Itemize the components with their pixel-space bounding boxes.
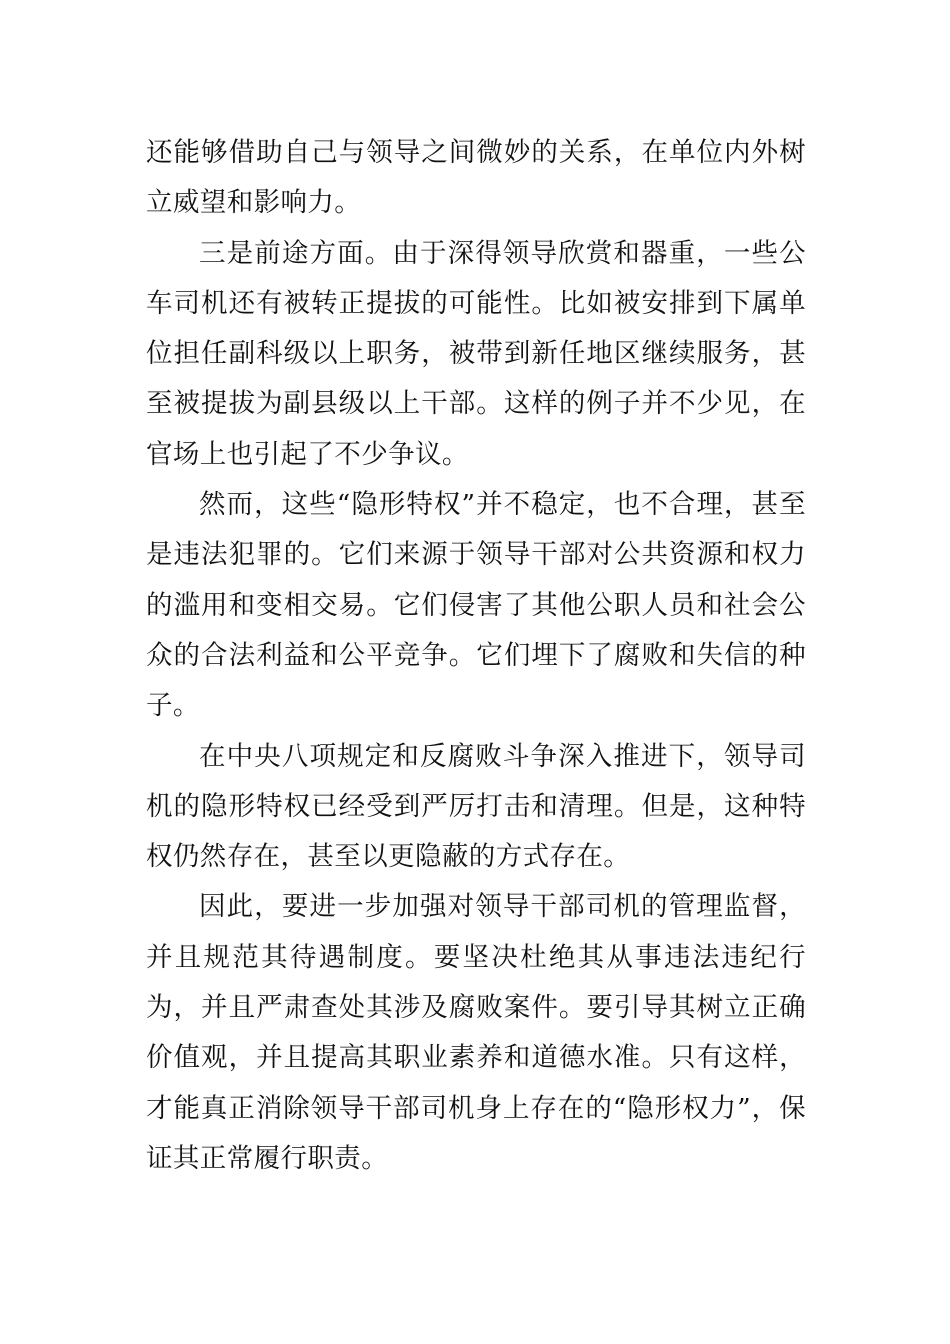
- paragraph-continuation: 还能够借助自己与领导之间微妙的关系，在单位内外树立威望和影响力。: [146, 137, 806, 219]
- paragraph-conclusion: 因此，要进一步加强对领导干部司机的管理监督，并且规范其待遇制度。要坚决杜绝其从事违法违纪行为，并且严肃查处其涉及腐败案件。要引导其树立正确价值观，并且提高其职业素养和道德水准。只有这样，才能真正消除领导干部司机身上存在的“隐形权力”，保证其正常履行职责。: [146, 891, 806, 1174]
- paragraph-eight-rules: 在中央八项规定和反腐败斗争深入推进下，领导司机的隐形特权已经受到严厉打击和清理。但是，这种特权仍然存在，甚至以更隐蔽的方式存在。: [146, 740, 806, 873]
- paragraph-however: 然而，这些“隐形特权”并不稳定，也不合理，甚至是违法犯罪的。它们来源于领导干部对公共资源和权力的滥用和变相交易。它们侵害了其他公职人员和社会公众的合法利益和公平竞争。它们埋下了腐败和失信的种子。: [146, 489, 806, 722]
- document-body: [146, 128, 806, 1184]
- paragraph-prospects: 三是前途方面。由于深得领导欣赏和器重，一些公车司机还有被转正提拔的可能性。比如被安排到下属单位担任副科级以上职务，被带到新任地区继续服务，甚至被提拔为副县级以上干部。这样的例子并不少见，在官场上也引起了不少争议。: [146, 237, 806, 470]
